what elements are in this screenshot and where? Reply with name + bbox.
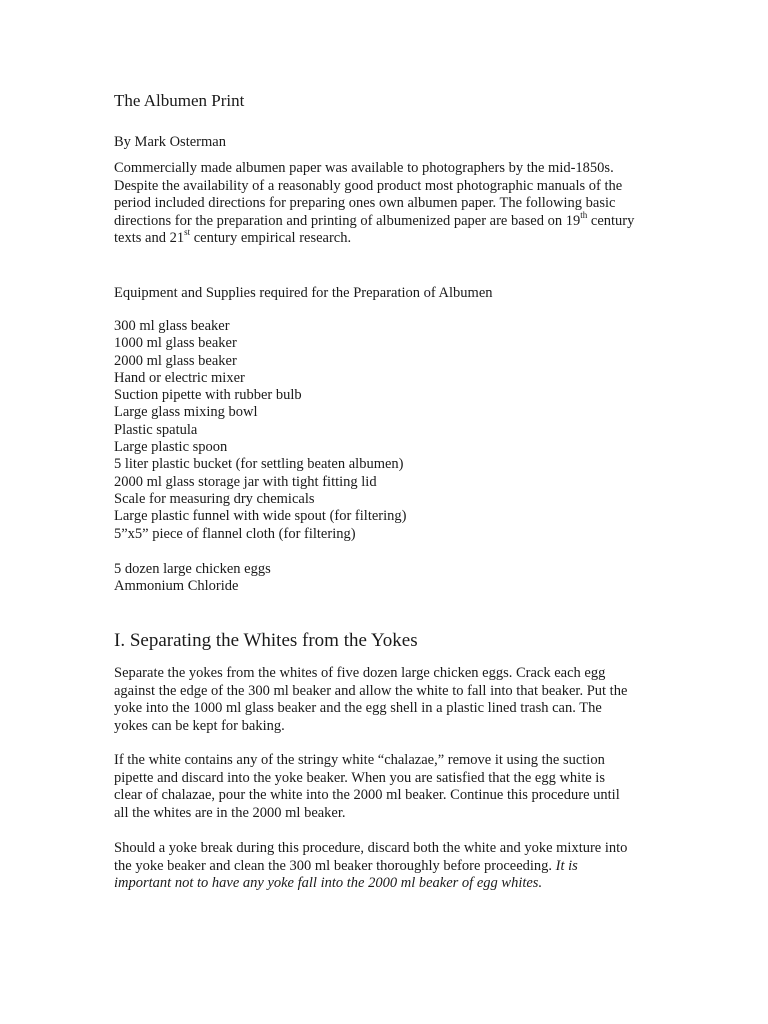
supplies-list xyxy=(114,561,271,596)
intro-line-5-superscript: st xyxy=(184,227,191,238)
intro-line-5-text-a: texts and 21 xyxy=(114,230,185,246)
list-item: 2000 ml glass storage jar with tight fitting lid xyxy=(114,473,377,490)
intro-line-4 xyxy=(114,209,635,231)
intro-line-5-text-b: century empirical research. xyxy=(190,230,352,246)
list-item: Scale for measuring dry chemicals xyxy=(114,490,315,507)
list-item: Hand or electric mixer xyxy=(114,369,245,386)
intro-line-2: Despite the availability of a reasonably good product most photographic manuals of the xyxy=(114,177,623,194)
paragraph-line: against the edge of the 300 ml beaker and allow the white to fall into that beaker. Put the xyxy=(114,682,628,699)
list-item: Large glass mixing bowl xyxy=(114,404,258,421)
intro-line-4-superscript: th xyxy=(580,209,588,220)
equipment-list xyxy=(114,318,406,543)
intro-line-3: period included directions for preparing ones own albumen paper. The following basic xyxy=(114,195,616,211)
intro-line-1: Commercially made albumen paper was available to photographers by the mid-1850s. xyxy=(114,160,614,176)
paragraph-text: the yoke beaker and clean the 300 ml beaker thoroughly before proceeding. xyxy=(114,857,556,874)
equipment-heading: Equipment and Supplies required for the Preparation of Albumen xyxy=(114,285,493,301)
intro-paragraph xyxy=(114,160,634,248)
paragraph-line: yokes can be kept for baking. xyxy=(114,717,285,734)
list-item: 1000 ml glass beaker xyxy=(114,335,237,352)
document-title: The Albumen Print xyxy=(114,91,245,110)
paragraph-line: all the whites are in the 2000 ml beaker. xyxy=(114,804,346,821)
intro-line-4-text-a: directions for the preparation and printing of albumenized paper are based on 19 xyxy=(114,212,581,229)
paragraph-line: yoke into the 1000 ml glass beaker and the egg shell in a plastic lined trash can. The xyxy=(114,700,602,716)
list-item: Ammonium Chloride xyxy=(114,578,239,595)
list-item: 5 dozen large chicken eggs xyxy=(114,561,271,577)
section-paragraph-1 xyxy=(114,665,627,735)
list-item: 5 liter plastic bucket (for settling beaten albumen) xyxy=(114,456,404,473)
paragraph-line: Should a yoke break during this procedure, discard both the white and yoke mixture into xyxy=(114,840,628,856)
section-paragraph-3 xyxy=(114,840,627,893)
list-item: Plastic spatula xyxy=(114,421,198,438)
section-heading: I. Separating the Whites from the Yokes xyxy=(114,630,418,651)
list-item: 300 ml glass beaker xyxy=(114,318,230,334)
author-byline: By Mark Osterman xyxy=(114,134,226,150)
emphasis-line: important not to have any yoke fall into the 2000 ml beaker of egg whites. xyxy=(114,875,543,891)
list-item: Suction pipette with rubber bulb xyxy=(114,387,302,404)
paragraph-line: clear of chalazae, pour the white into the 2000 ml beaker. Continue this procedure until xyxy=(114,787,620,803)
paragraph-line xyxy=(114,858,627,876)
paragraph-line: Separate the yokes from the whites of five dozen large chicken eggs. Crack each egg xyxy=(114,665,606,681)
intro-line-5 xyxy=(114,227,634,248)
intro-line-4-text-b: century xyxy=(587,212,635,229)
paragraph-line: If the white contains any of the stringy white “chalazae,” remove it using the suction xyxy=(114,752,605,768)
list-item: 2000 ml glass beaker xyxy=(114,352,237,369)
list-item: 5”x5” piece of flannel cloth (for filtering) xyxy=(114,525,356,542)
emphasis-text: It is xyxy=(555,857,578,874)
list-item: Large plastic spoon xyxy=(114,439,228,456)
list-item: Large plastic funnel with wide spout (for filtering) xyxy=(114,508,407,525)
paragraph-line: pipette and discard into the yoke beaker. When you are satisfied that the egg white is xyxy=(114,769,605,786)
section-paragraph-2 xyxy=(114,752,620,822)
